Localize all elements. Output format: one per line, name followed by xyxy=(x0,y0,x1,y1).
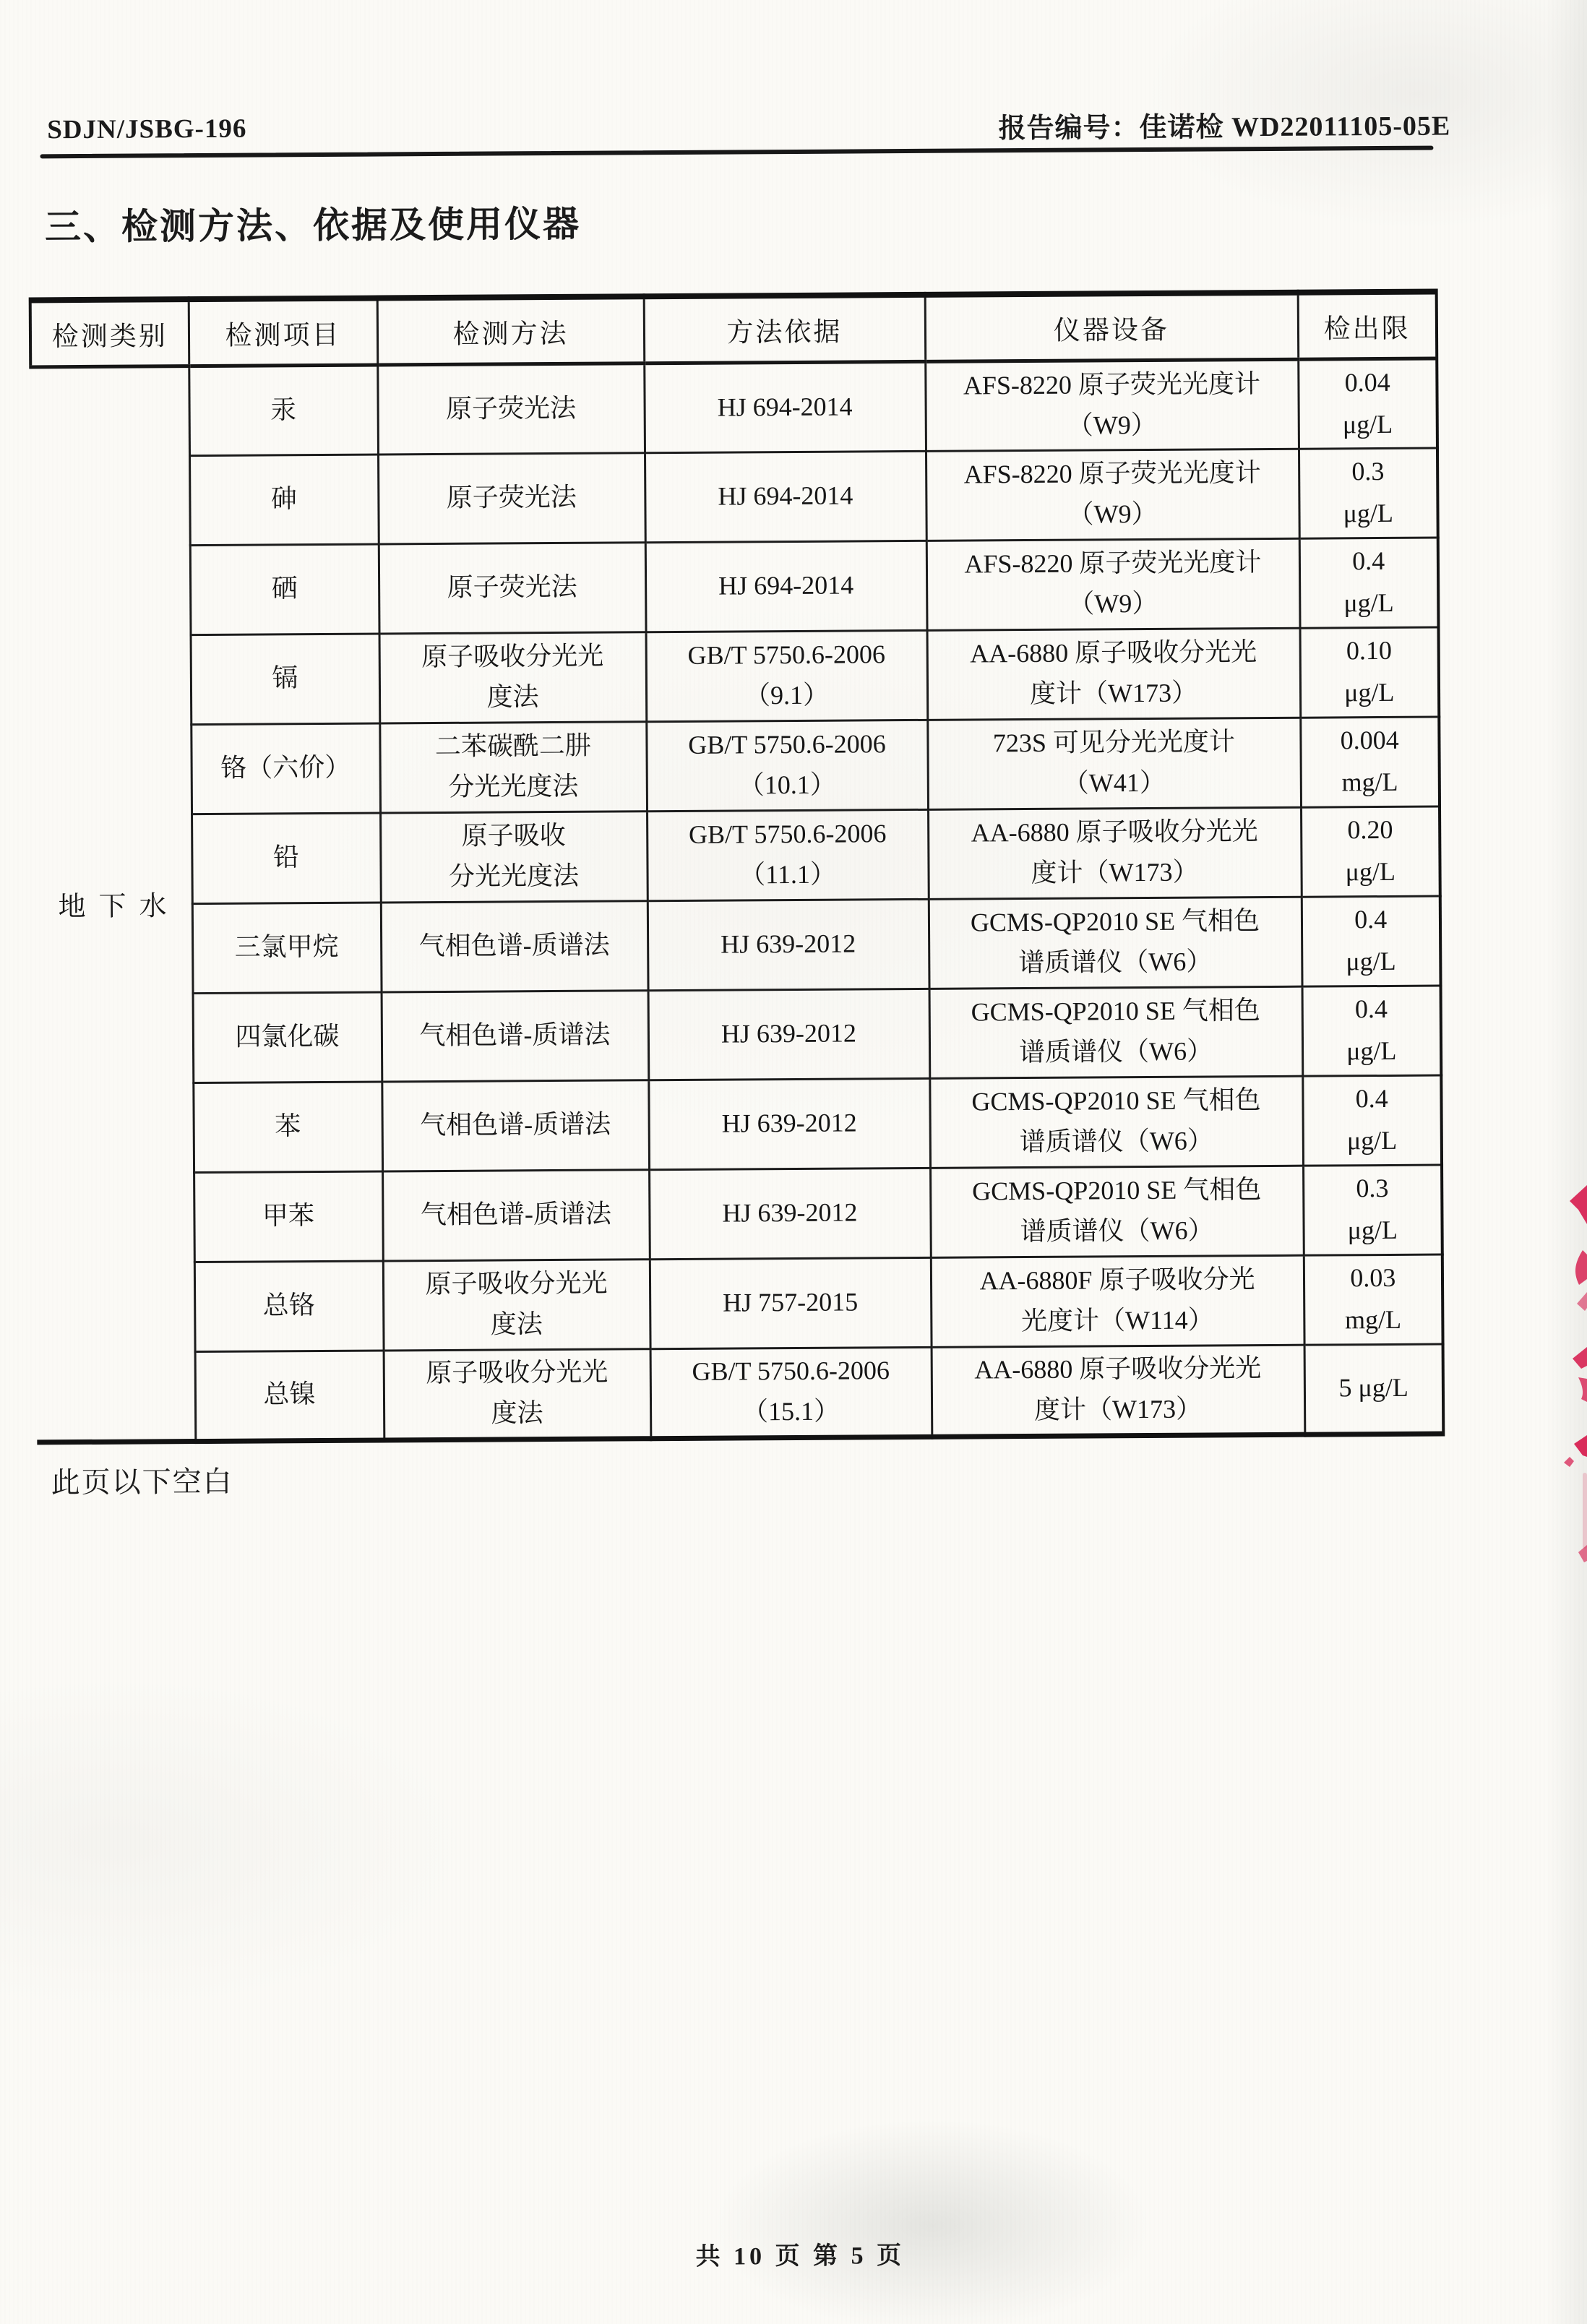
cell-limit xyxy=(1301,806,1440,897)
cell-text: μg/L xyxy=(1344,677,1395,707)
cell-limit xyxy=(1304,1254,1443,1345)
cell-limit xyxy=(1299,448,1438,538)
cell-instrument xyxy=(930,1166,1304,1257)
cell-item xyxy=(189,364,378,455)
cell-basis xyxy=(648,899,929,990)
cell-basis xyxy=(644,361,926,452)
cell-text: 谱质谱仪（W6） xyxy=(1020,1215,1214,1247)
cell-text: 度计（W173） xyxy=(1031,857,1199,887)
cell-text: 度法 xyxy=(486,682,539,712)
cell-text: 723S 可见分光光度计 xyxy=(992,727,1236,758)
cell-text: μg/L xyxy=(1343,588,1394,618)
cell-text: GCMS-QP2010 SE 气相色 xyxy=(971,996,1260,1027)
cell-text: 度法 xyxy=(491,1398,543,1428)
cell-text: GCMS-QP2010 SE 气相色 xyxy=(970,906,1260,937)
cell-text: 镉 xyxy=(272,663,298,693)
cell-text: AFS-8220 原子荧光光度计 xyxy=(963,369,1261,400)
cell-text: 5 μg/L xyxy=(1338,1373,1408,1403)
cell-item xyxy=(191,723,380,814)
cell-text: μg/L xyxy=(1345,856,1396,887)
document-code: SDJN/JSBG-196 xyxy=(47,113,247,145)
cell-method xyxy=(379,721,647,812)
cell-text: HJ 639-2012 xyxy=(721,1108,857,1138)
cell-text: GB/T 5750.6-2006 xyxy=(688,729,886,760)
col-header-instrument: 仪器设备 xyxy=(925,293,1299,361)
cell-text: 气相色谱-质谱法 xyxy=(419,1020,611,1051)
cell-text: 甲苯 xyxy=(262,1201,315,1231)
report-number: 报告编号：佳诺检 WD22011105-05E xyxy=(998,111,1451,145)
cell-text: 谱质谱仪（W6） xyxy=(1018,1036,1213,1067)
cell-text: （9.1） xyxy=(744,680,830,710)
cell-text: mg/L xyxy=(1341,767,1398,797)
cell-text: 分光光度法 xyxy=(448,861,580,891)
cell-text: 三氯甲烷 xyxy=(234,931,339,962)
cell-text: （15.1） xyxy=(741,1396,840,1426)
table-row xyxy=(35,1075,1442,1174)
cell-text: 气相色谱-质谱法 xyxy=(420,1199,612,1230)
cell-text: 二苯碳酰二肼 xyxy=(434,731,592,762)
cell-text: （W41） xyxy=(1062,767,1166,798)
cell-instrument xyxy=(927,718,1301,809)
cell-text: （W9） xyxy=(1067,410,1157,440)
cell-text: 汞 xyxy=(270,395,297,424)
cell-text: HJ 639-2012 xyxy=(721,1018,857,1049)
cell-text: μg/L xyxy=(1343,498,1394,528)
cell-text: 铬（六价） xyxy=(220,752,351,783)
cell-instrument xyxy=(931,1255,1304,1347)
cell-text: 总铬 xyxy=(262,1291,315,1320)
cell-basis xyxy=(646,720,928,811)
cell-method xyxy=(379,542,646,633)
cell-method xyxy=(382,1080,649,1171)
table-row xyxy=(36,1254,1443,1353)
table-row xyxy=(37,1344,1444,1442)
cell-text: AA-6880 原子吸收分光光 xyxy=(970,637,1257,668)
cell-limit xyxy=(1298,358,1437,449)
cell-text: 硒 xyxy=(271,574,298,603)
cell-text: 度计（W173） xyxy=(1029,678,1198,708)
cell-item xyxy=(192,812,381,903)
cell-method xyxy=(380,811,648,902)
cell-text: AFS-8220 原子荧光光度计 xyxy=(964,548,1262,579)
cell-text: 原子吸收分光光 xyxy=(425,1268,608,1299)
cell-text: 0.4 xyxy=(1352,546,1385,576)
cell-instrument xyxy=(929,897,1302,989)
cell-basis xyxy=(650,1347,932,1438)
cell-limit xyxy=(1302,1075,1442,1166)
cell-text: 原子吸收分光光 xyxy=(421,641,604,672)
cell-method xyxy=(377,363,645,454)
cell-text: GB/T 5750.6-2006 xyxy=(687,640,886,671)
cell-text: 气相色谱-质谱法 xyxy=(420,1109,611,1140)
cell-method xyxy=(382,1169,650,1260)
cell-text: （W9） xyxy=(1067,499,1158,529)
cell-text: μg/L xyxy=(1346,946,1396,976)
cell-text: 0.3 xyxy=(1356,1174,1389,1203)
cell-instrument xyxy=(926,538,1300,630)
cell-item xyxy=(193,991,382,1083)
table-header-row xyxy=(30,292,1437,367)
table-row xyxy=(33,627,1440,726)
cell-limit xyxy=(1299,627,1439,718)
cell-basis xyxy=(647,809,929,900)
cell-text: 0.3 xyxy=(1351,457,1385,486)
cell-text: HJ 639-2012 xyxy=(722,1197,858,1228)
cell-limit xyxy=(1302,986,1442,1076)
cell-method xyxy=(382,990,649,1081)
cell-text: 总镍 xyxy=(263,1380,316,1409)
cell-basis xyxy=(646,630,928,721)
cell-basis xyxy=(650,1257,932,1348)
cell-category: 地下水 xyxy=(30,366,195,1442)
cell-text: （11.1） xyxy=(739,859,837,890)
cell-text: AA-6880F 原子吸收分光 xyxy=(979,1265,1255,1296)
cell-text: mg/L xyxy=(1344,1304,1402,1335)
cell-limit xyxy=(1304,1344,1444,1434)
cell-text: 0.20 xyxy=(1347,815,1393,845)
cell-text: 0.4 xyxy=(1354,994,1388,1024)
cell-instrument xyxy=(926,449,1299,541)
cell-text: 度计（W173） xyxy=(1033,1394,1203,1424)
cell-method xyxy=(378,452,645,543)
cell-text: AFS-8220 原子荧光光度计 xyxy=(963,458,1261,489)
cell-text: HJ 757-2015 xyxy=(723,1287,859,1317)
cell-basis xyxy=(649,1168,931,1259)
blank-below-note: 此页以下空白 xyxy=(51,1465,233,1499)
table-row xyxy=(34,896,1441,994)
cell-method xyxy=(381,900,648,991)
table-row xyxy=(35,1165,1442,1263)
cell-text: 0.4 xyxy=(1354,905,1388,934)
cell-instrument xyxy=(932,1345,1305,1437)
cell-instrument xyxy=(929,986,1303,1078)
cell-text: μg/L xyxy=(1346,1125,1398,1155)
cell-text: 0.04 xyxy=(1344,367,1390,397)
cell-text: 光度计（W114） xyxy=(1020,1305,1214,1336)
table-row xyxy=(35,986,1442,1084)
cell-text: AA-6880 原子吸收分光光 xyxy=(974,1353,1262,1385)
cell-text: 原子荧光法 xyxy=(445,393,577,423)
cell-text: 原子荧光法 xyxy=(447,572,577,603)
cell-text: μg/L xyxy=(1346,1036,1397,1066)
cell-instrument xyxy=(925,359,1299,451)
page-footer: 共 10 页 第 5 页 xyxy=(695,2242,906,2271)
section-title: 三、检测方法、依据及使用仪器 xyxy=(44,203,582,248)
col-header-item: 检测项目 xyxy=(189,298,378,366)
cell-limit xyxy=(1302,896,1441,986)
cell-text: 0.4 xyxy=(1355,1084,1388,1114)
cell-limit xyxy=(1300,717,1440,807)
cell-method xyxy=(379,632,647,723)
cell-item xyxy=(194,1260,384,1351)
methods-table xyxy=(29,289,1445,1445)
cell-text: 苯 xyxy=(275,1111,301,1141)
cell-text: GB/T 5750.6-2006 xyxy=(688,819,887,850)
cell-text: 原子吸收 xyxy=(461,821,566,851)
cell-method xyxy=(383,1259,650,1350)
cell-limit xyxy=(1299,538,1439,628)
col-header-method: 检测方法 xyxy=(377,296,645,364)
table-row xyxy=(33,806,1440,905)
table-row xyxy=(30,358,1437,457)
cell-basis xyxy=(645,451,926,542)
cell-text: 0.004 xyxy=(1340,726,1399,755)
cell-text: HJ 694-2014 xyxy=(718,570,854,601)
cell-text: GCMS-QP2010 SE 气相色 xyxy=(971,1085,1261,1116)
cell-item xyxy=(195,1350,384,1441)
cell-basis xyxy=(645,541,927,632)
cell-instrument xyxy=(928,807,1302,899)
cell-text: （10.1） xyxy=(738,770,836,800)
cell-text: HJ 694-2014 xyxy=(717,392,853,422)
cell-instrument xyxy=(927,628,1301,720)
cell-text: 谱质谱仪（W6） xyxy=(1019,1126,1213,1157)
cell-text: （W9） xyxy=(1068,588,1158,619)
cell-text: HJ 694-2014 xyxy=(718,481,853,511)
cell-method xyxy=(384,1348,651,1439)
table-row xyxy=(33,717,1440,815)
cell-item xyxy=(190,543,379,634)
cell-text: 0.10 xyxy=(1346,636,1393,666)
cell-item xyxy=(194,1171,383,1262)
cell-instrument xyxy=(929,1076,1303,1168)
header-divider-line xyxy=(40,146,1433,159)
cell-item xyxy=(189,454,379,545)
cell-text: μg/L xyxy=(1342,409,1393,439)
cell-item xyxy=(193,1081,382,1172)
cell-text: 铅 xyxy=(272,843,300,872)
cell-text: GB/T 5750.6-2006 xyxy=(692,1356,890,1387)
cell-text: 分光光度法 xyxy=(448,771,579,801)
cell-text: 原子吸收分光光 xyxy=(426,1357,608,1388)
cell-limit xyxy=(1303,1165,1442,1255)
cell-text: 0.03 xyxy=(1350,1263,1396,1293)
cell-basis xyxy=(648,1078,930,1169)
cell-item xyxy=(191,633,380,724)
col-header-category: 检测类别 xyxy=(30,299,189,366)
cell-basis xyxy=(648,989,930,1080)
cell-text: HJ 639-2012 xyxy=(721,929,856,959)
cell-text: 四氯化碳 xyxy=(235,1021,340,1051)
table-row xyxy=(32,538,1439,636)
cell-text: μg/L xyxy=(1347,1215,1398,1245)
col-header-limit: 检出限 xyxy=(1298,292,1437,359)
cell-text: GCMS-QP2010 SE 气相色 xyxy=(972,1175,1262,1206)
cell-text: 谱质谱仪（W6） xyxy=(1018,947,1213,978)
cell-text: 砷 xyxy=(270,484,298,514)
red-stamp-fragments-icon xyxy=(1545,1169,1587,1574)
cell-text: 原子荧光法 xyxy=(446,482,577,513)
cell-text: 度法 xyxy=(490,1309,543,1339)
cell-item xyxy=(192,902,382,993)
cell-text: 气相色谱-质谱法 xyxy=(418,930,610,961)
cell-text: AA-6880 原子吸收分光光 xyxy=(971,817,1258,848)
table-row xyxy=(31,448,1438,546)
col-header-basis: 方法依据 xyxy=(644,295,926,363)
